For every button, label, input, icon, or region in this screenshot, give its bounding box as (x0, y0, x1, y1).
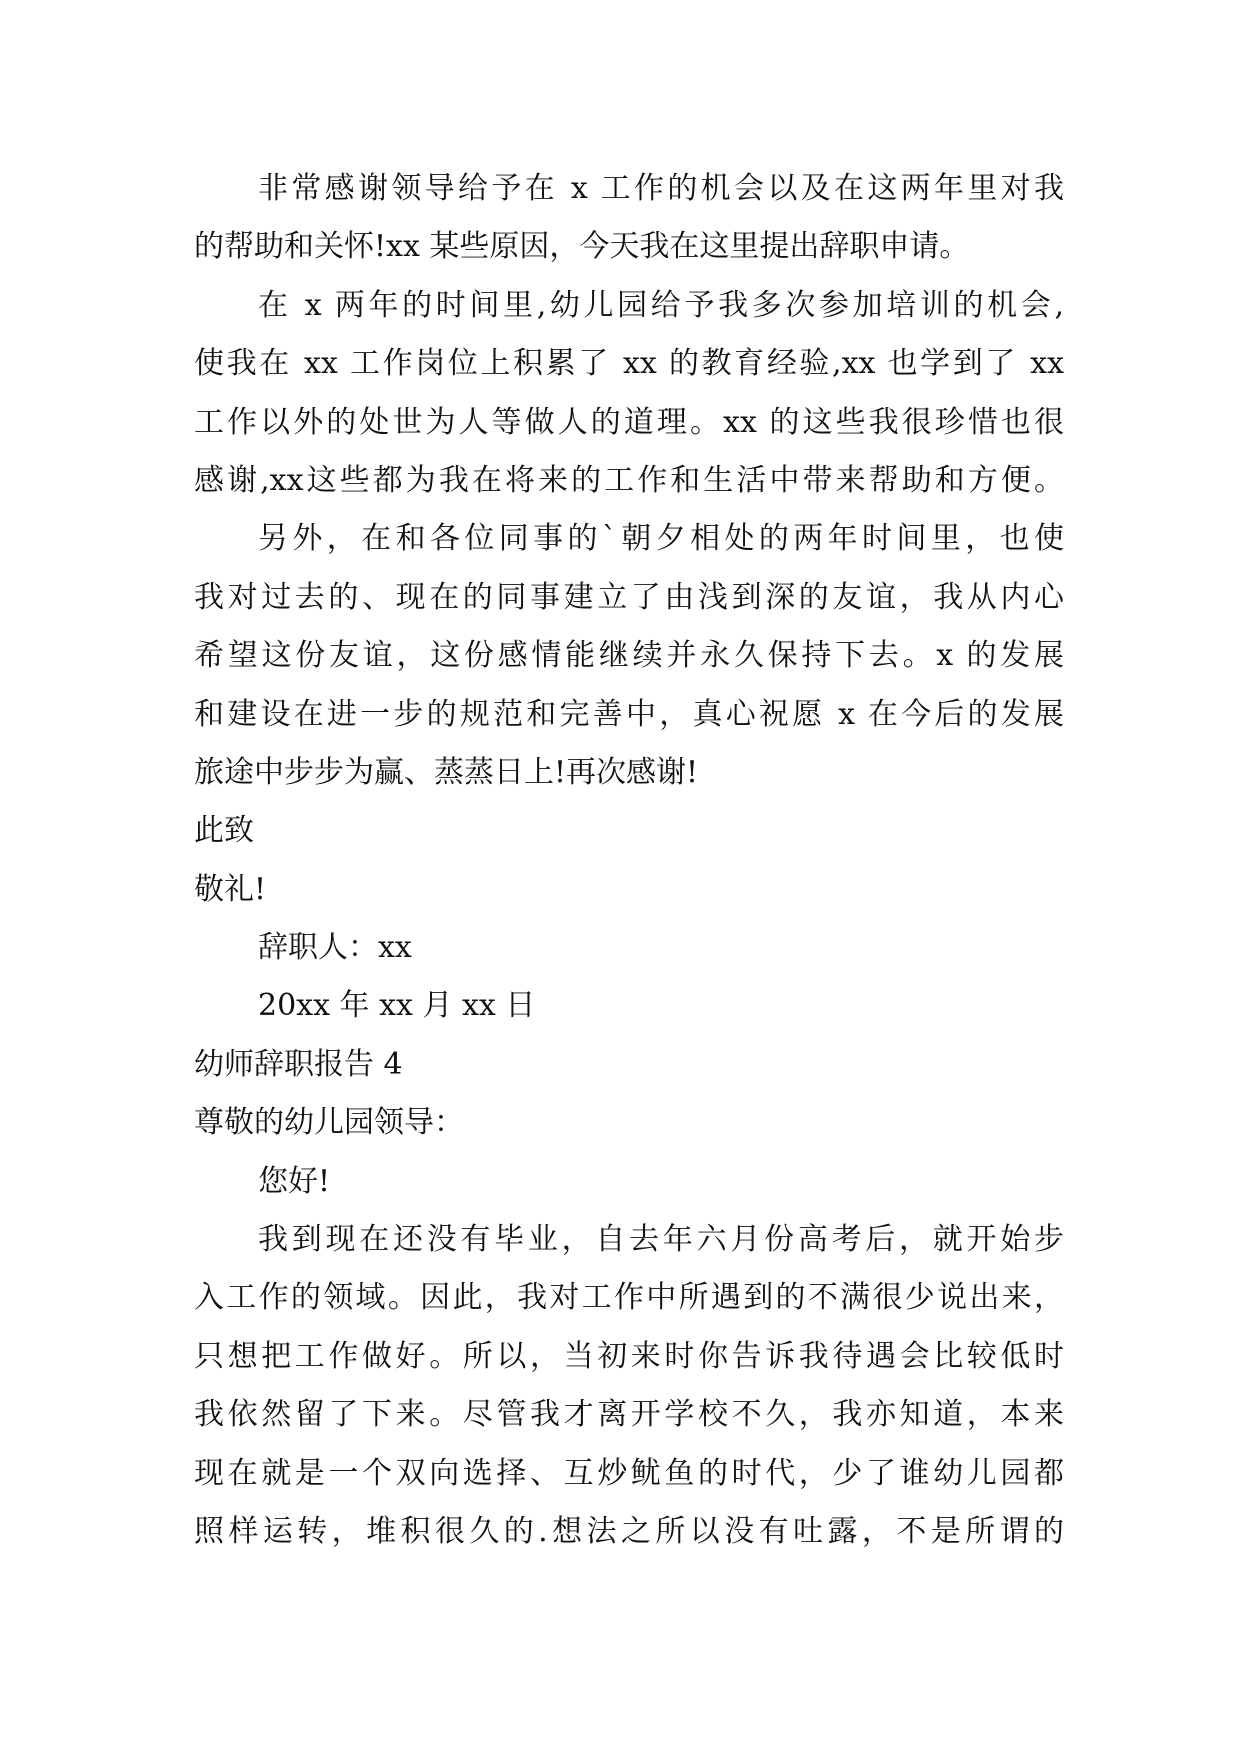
text-line: 使我在 xx 工作岗位上积累了 xx 的教育经验,xx 也学到了 xx (194, 346, 1064, 382)
text-line: 入工作的领域。因此，我对工作中所遇到的不满很少说出来， (194, 1280, 1064, 1316)
text-line: 另外，在和各位同事的`朝夕相处的两年时间里，也使 (258, 521, 1064, 557)
text-line: 的帮助和关怀!xx 某些原因，今天我在这里提出辞职申请。 (194, 229, 970, 265)
greeting: 您好! (258, 1163, 331, 1199)
text-line: 在 x 两年的时间里,幼儿园给予我多次参加培训的机会, (258, 287, 1064, 323)
text-line: 非常感谢领导给予在 x 工作的机会以及在这两年里对我 (258, 171, 1064, 206)
text-line: 和建设在进一步的规范和完善中，真心祝愿 x 在今后的发展 (194, 696, 1064, 732)
text-line: 现在就是一个双向选择、互炒鱿鱼的时代，少了谁幼儿园都 (194, 1455, 1064, 1491)
text-line: 希望这份友谊，这份感情能继续并永久保持下去。x 的发展 (194, 638, 1064, 674)
text-line: 我对过去的、现在的同事建立了由浅到深的友谊，我从内心 (194, 579, 1064, 615)
text-line: 只想把工作做好。所以，当初来时你告诉我待遇会比较低时 (194, 1338, 1064, 1374)
text-line: 感谢,xx这些都为我在将来的工作和生活中带来帮助和方便。 (194, 462, 1064, 498)
text-line: 旅途中步步为赢、蒸蒸日上!再次感谢! (194, 754, 699, 790)
text-line: 工作以外的处世为人等做人的道理。xx 的这些我很珍惜也很 (194, 404, 1064, 440)
greeting-addressee: 尊敬的幼儿园领导： (194, 1105, 464, 1141)
text-line: 照样运转，堆积很久的.想法之所以没有吐露，不是所谓的 (194, 1513, 1064, 1549)
date-line: 20xx 年 xx 月 xx 日 (258, 988, 536, 1024)
closing-regards: 敬礼! (194, 871, 267, 907)
text-line: 我依然留了下来。尽管我才离开学校不久，我亦知道，本来 (194, 1397, 1064, 1433)
text-line: 我到现在还没有毕业，自去年六月份高考后，就开始步 (258, 1222, 1064, 1258)
signature-line: 辞职人：xx (258, 930, 412, 966)
closing-salutation: 此致 (194, 813, 254, 849)
section-title: 幼师辞职报告 4 (194, 1046, 403, 1082)
document-body (194, 160, 1064, 1561)
